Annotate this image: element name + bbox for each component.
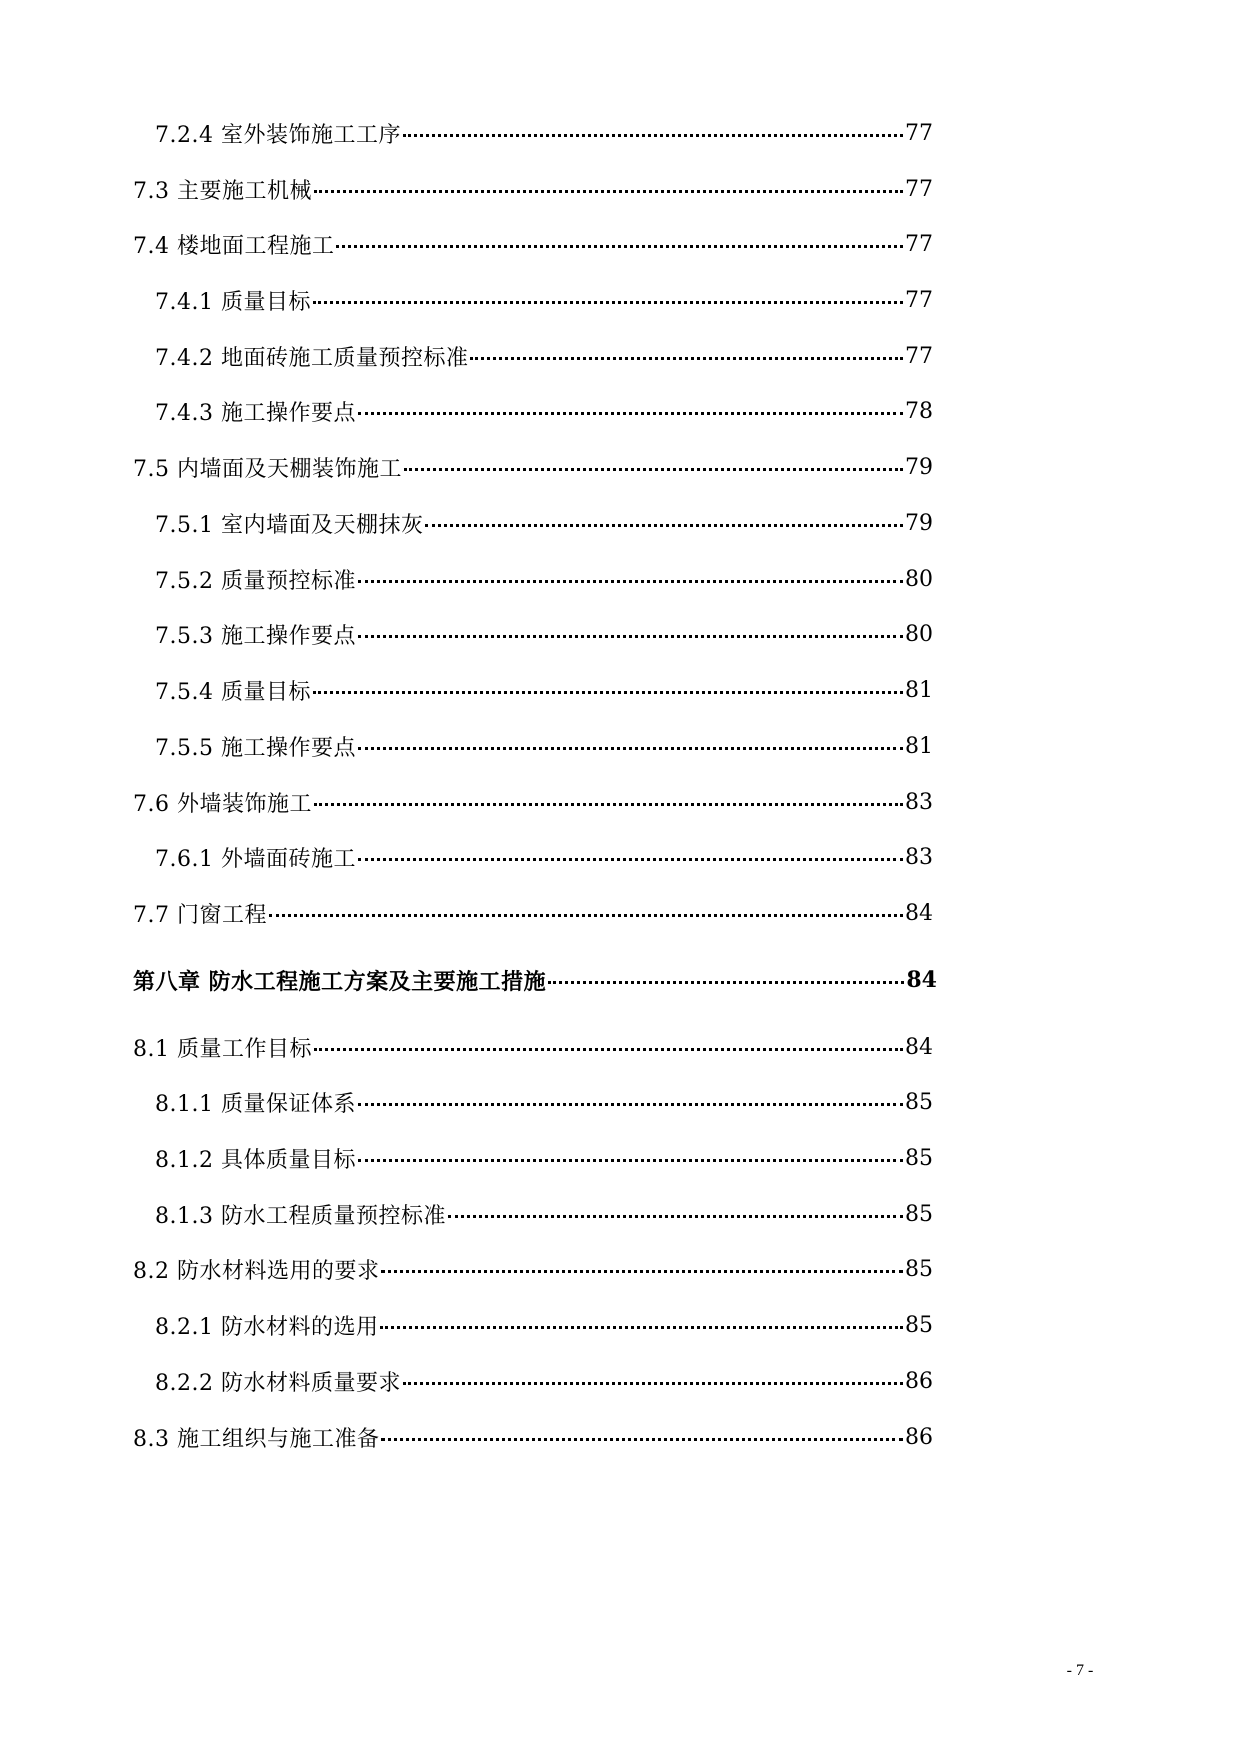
toc-entry-label: 7.4.2 地面砖施工质量预控标准 xyxy=(155,345,469,371)
toc-entry xyxy=(0,1082,1241,1122)
toc-entry xyxy=(0,169,1241,209)
toc-entry-label: 7.3 主要施工机械 xyxy=(133,178,312,204)
toc-dot-leader xyxy=(403,1382,903,1385)
toc-entry xyxy=(0,1027,1241,1067)
toc-dot-leader xyxy=(381,1270,903,1273)
toc-entry-page: 85 xyxy=(905,1089,933,1115)
toc-entry-page: 85 xyxy=(905,1201,933,1227)
toc-entry-page: 83 xyxy=(905,789,933,815)
toc-dot-leader xyxy=(404,468,903,471)
toc-dot-leader xyxy=(269,914,903,917)
toc-dot-leader xyxy=(314,803,903,806)
toc-entry-label: 8.1 质量工作目标 xyxy=(133,1036,312,1062)
toc-entry xyxy=(0,1305,1241,1345)
toc-entry-page: 77 xyxy=(905,176,933,202)
toc-entry-label: 7.4.1 质量目标 xyxy=(155,289,311,315)
toc-dot-leader xyxy=(336,245,903,248)
toc-entry-page: 78 xyxy=(905,398,933,424)
toc-entry xyxy=(0,280,1241,320)
toc-entry-label: 8.2 防水材料选用的要求 xyxy=(133,1258,380,1284)
toc-entry-label: 7.5.3 施工操作要点 xyxy=(155,623,356,649)
toc-entry-page: 77 xyxy=(905,231,933,257)
toc-entry-page: 84 xyxy=(905,1034,933,1060)
toc-entry-page: 86 xyxy=(905,1368,933,1394)
toc-entry-label: 8.2.2 防水材料质量要求 xyxy=(155,1370,401,1396)
toc-dot-leader xyxy=(425,524,903,527)
toc-dot-leader xyxy=(380,1326,903,1329)
toc-entry-label: 7.4.3 施工操作要点 xyxy=(155,400,356,426)
toc-dot-leader xyxy=(313,691,903,694)
toc-entry-page: 81 xyxy=(905,677,933,703)
toc-dot-leader xyxy=(358,858,903,861)
toc-dot-leader xyxy=(381,1438,903,1441)
toc-entry-label: 8.2.1 防水材料的选用 xyxy=(155,1314,379,1340)
toc-entry-label: 7.4 楼地面工程施工 xyxy=(133,233,335,259)
page-number: - 7 - xyxy=(1066,1662,1094,1679)
toc-entry-label: 8.1.3 防水工程质量预控标准 xyxy=(155,1203,446,1229)
toc-entry-label: 7.5.4 质量目标 xyxy=(155,679,311,705)
toc-entry xyxy=(0,1194,1241,1234)
toc-dot-leader xyxy=(548,981,904,984)
toc-entry-label: 8.1.2 具体质量目标 xyxy=(155,1147,356,1173)
toc-entry-label: 7.6.1 外墙面砖施工 xyxy=(155,846,356,872)
toc-entry xyxy=(0,670,1241,710)
toc-entry xyxy=(0,503,1241,543)
toc-entry-page: 85 xyxy=(905,1312,933,1338)
toc-entry-page: 79 xyxy=(905,454,933,480)
toc-entry xyxy=(0,336,1241,376)
toc-entry-page: 84 xyxy=(906,967,937,993)
toc-entry xyxy=(0,614,1241,654)
toc-dot-leader xyxy=(314,190,903,193)
toc-entry-page: 80 xyxy=(905,621,933,647)
toc-dot-leader xyxy=(358,580,903,583)
toc-entry-page: 77 xyxy=(905,287,933,313)
toc-entry xyxy=(0,837,1241,877)
toc-entry-label: 7.5.2 质量预控标准 xyxy=(155,568,356,594)
toc-dot-leader xyxy=(358,1103,903,1106)
toc-entry xyxy=(0,224,1241,264)
toc-entry-label: 第八章 防水工程施工方案及主要施工措施 xyxy=(133,968,547,995)
toc-entry-page: 79 xyxy=(905,510,933,536)
toc-dot-leader xyxy=(314,1048,903,1051)
toc-entry-page: 77 xyxy=(905,120,933,146)
toc-entry xyxy=(0,893,1241,933)
toc-dot-leader xyxy=(358,1159,903,1162)
toc-entry xyxy=(0,782,1241,822)
toc-dot-leader xyxy=(403,134,903,137)
toc-entry-page: 86 xyxy=(905,1424,933,1450)
toc-entry-label: 8.1.1 质量保证体系 xyxy=(155,1091,356,1117)
toc-entry xyxy=(0,1417,1241,1457)
toc-entry-page: 81 xyxy=(905,733,933,759)
toc-entry xyxy=(0,391,1241,431)
toc-entry xyxy=(0,1138,1241,1178)
toc-entry-label: 7.2.4 室外装饰施工工序 xyxy=(155,122,401,148)
toc-entry-label: 8.3 施工组织与施工准备 xyxy=(133,1426,380,1452)
toc-entry-page: 85 xyxy=(905,1145,933,1171)
toc-entry-label: 7.6 外墙装饰施工 xyxy=(133,791,312,817)
toc-entry xyxy=(0,726,1241,766)
toc-entry-page: 80 xyxy=(905,566,933,592)
toc-dot-leader xyxy=(448,1215,903,1218)
toc-entry xyxy=(0,1249,1241,1289)
toc-dot-leader xyxy=(358,635,903,638)
toc-dot-leader xyxy=(313,301,903,304)
toc-entry-page: 84 xyxy=(905,900,933,926)
toc-entry-label: 7.5.1 室内墙面及天棚抹灰 xyxy=(155,512,424,538)
toc-entry-page: 77 xyxy=(905,343,933,369)
toc-entry xyxy=(0,1361,1241,1401)
toc-entry xyxy=(0,559,1241,599)
toc-entry-page: 85 xyxy=(905,1256,933,1282)
toc-dot-leader xyxy=(358,412,903,415)
toc-entry-label: 7.5.5 施工操作要点 xyxy=(155,735,356,761)
toc-dot-leader xyxy=(358,747,903,750)
toc-entry-label: 7.5 内墙面及天棚装饰施工 xyxy=(133,456,402,482)
toc-entry xyxy=(0,447,1241,487)
toc-dot-leader xyxy=(470,357,903,360)
toc-entry xyxy=(0,113,1241,153)
toc-entry xyxy=(0,960,1241,1000)
toc-entry-label: 7.7 门窗工程 xyxy=(133,902,267,928)
toc-entry-page: 83 xyxy=(905,844,933,870)
